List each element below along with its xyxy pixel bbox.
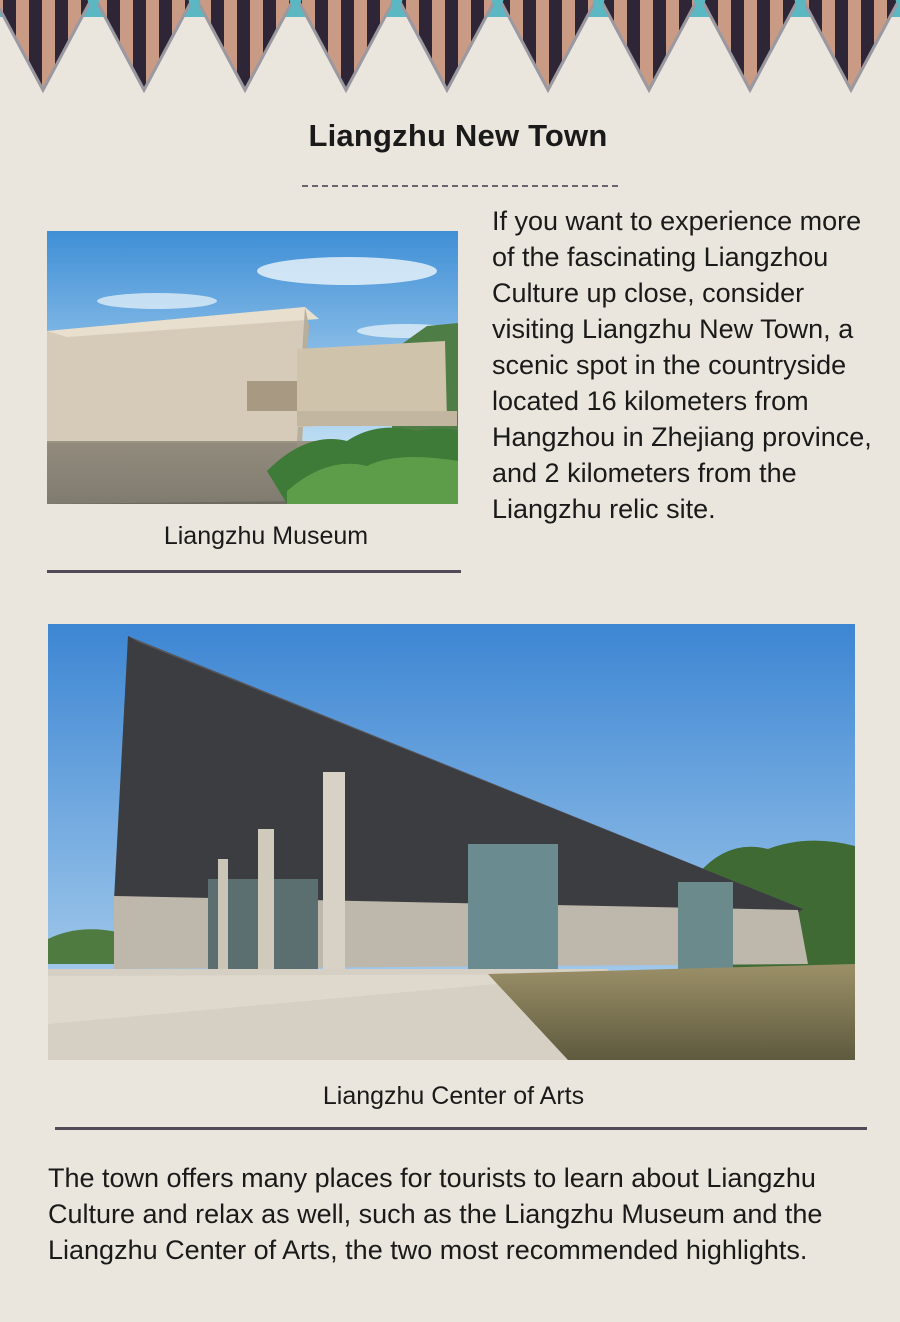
liangzhu-museum-photo (47, 231, 458, 504)
banner-triangle (0, 0, 91, 90)
banner-triangle (702, 0, 798, 90)
banner-triangle (500, 0, 596, 90)
page-title: Liangzhu New Town (308, 118, 608, 153)
banner-triangle (96, 0, 192, 90)
museum-caption: Liangzhu Museum (163, 522, 369, 550)
liangzhu-center-of-arts-photo (48, 624, 855, 1060)
arts-divider (55, 1127, 867, 1130)
closing-paragraph: The town offers many places for tourists to learn about Liangzhu Culture and relax as well, such as the Liangzhu Museum and the Liangzhu Center of Arts, the two most recommended highlights. (48, 1163, 823, 1265)
banner-triangle (298, 0, 394, 90)
decorative-banner (0, 0, 900, 100)
banner-triangle (399, 0, 495, 90)
title-divider (302, 185, 618, 187)
banner-triangle (601, 0, 697, 90)
museum-divider (47, 570, 461, 573)
banner-triangle (803, 0, 899, 90)
banner-triangle (197, 0, 293, 90)
intro-paragraph: If you want to experience more of the fascinating Liangzhou Culture up close, consider visiting Liangzhu New Town, a scenic spot in the countryside located 16 kilometers from Hangzhou in Zhejiang province, and 2 kilometers from the Liangzhu relic site. (492, 206, 872, 524)
arts-caption: Liangzhu Center of Arts (322, 1082, 585, 1110)
